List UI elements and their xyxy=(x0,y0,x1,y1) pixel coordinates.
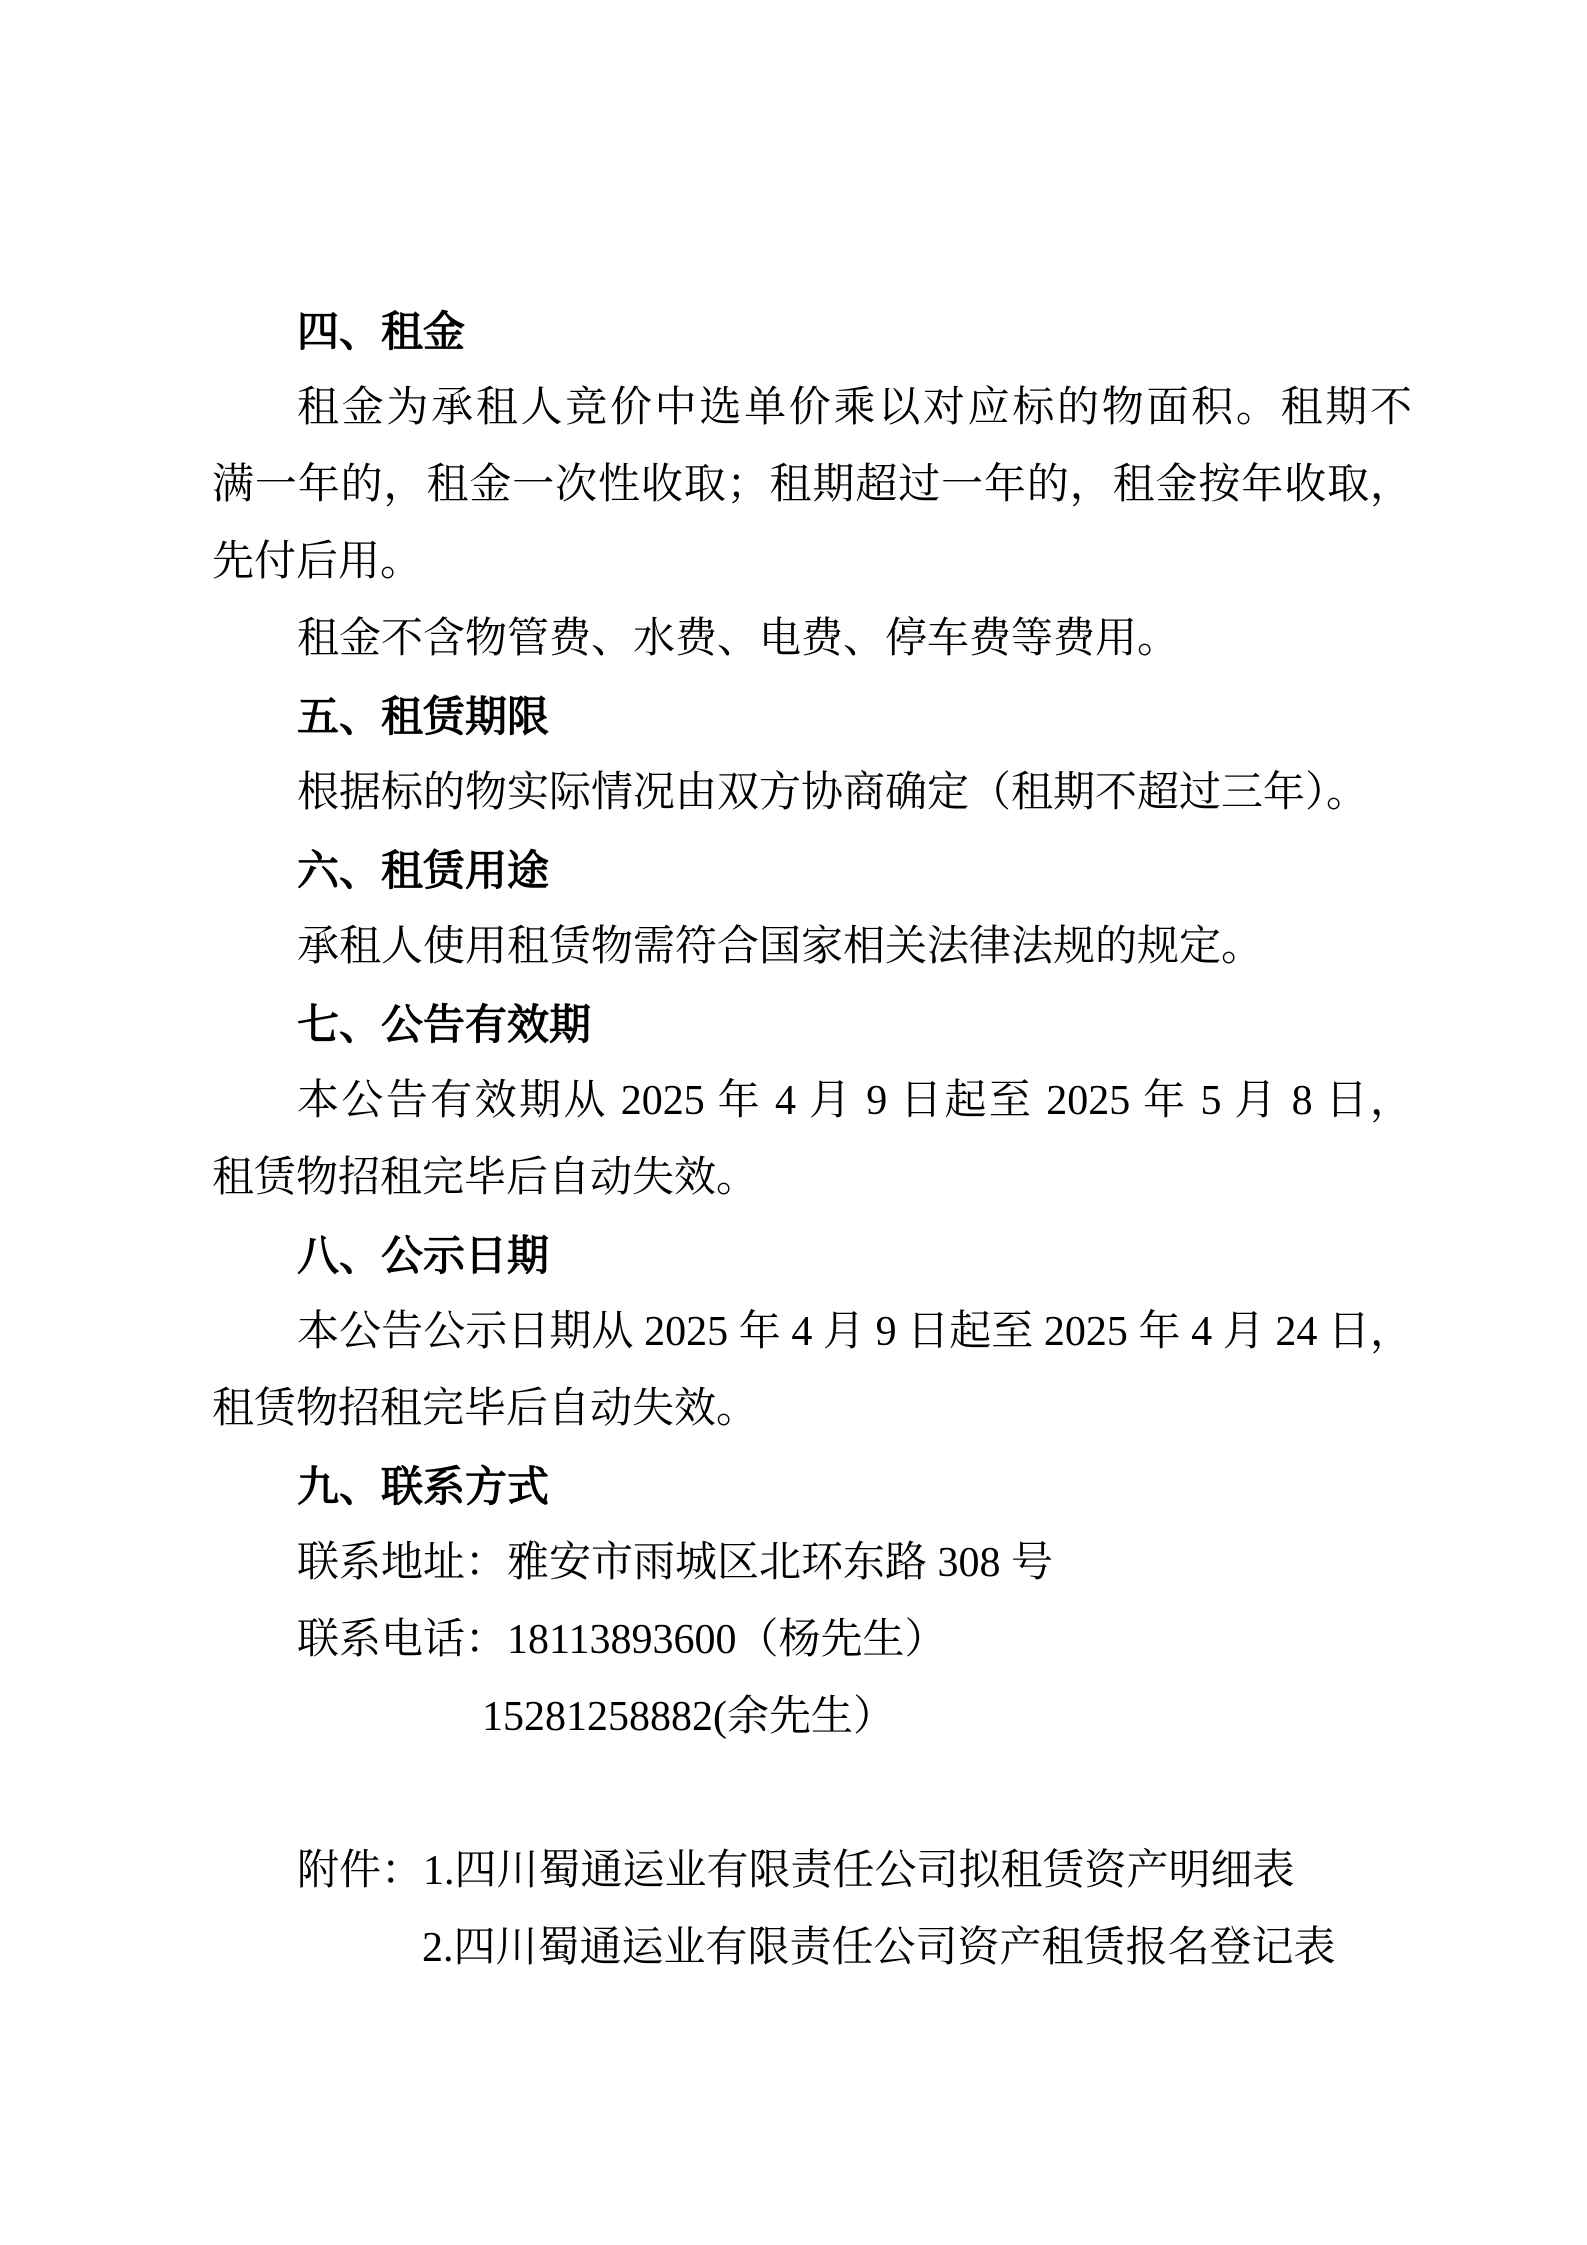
contact-phone-line-2: 15281258882(余先生） xyxy=(482,1694,895,1740)
contact-address-line: 联系地址：雅安市雨城区北环东路 308 号 xyxy=(297,1540,1054,1586)
attachment-line-2: 2.四川蜀通运业有限责任公司资产租赁报名登记表 xyxy=(422,1925,1336,1971)
paragraph-rent-fees: 租金不含物管费、水费、电费、停车费等费用。 xyxy=(297,616,1180,662)
contact-phone-line-1: 联系电话：18113893600（杨先生） xyxy=(297,1617,947,1663)
attachment-line-1: 附件：1.四川蜀通运业有限责任公司拟租赁资产明细表 xyxy=(297,1848,1295,1894)
section-heading-lease-use: 六、租赁用途 xyxy=(297,847,550,894)
paragraph-publicity-line-2: 租赁物招租完毕后自动失效。 xyxy=(212,1386,759,1432)
paragraph-validity-line-1: 本公告有效期从 2025 年 4 月 9 日起至 2025 年 5 月 8 日， xyxy=(297,1078,1412,1124)
paragraph-rent-line-1: 租金为承租人竞价中选单价乘以对应标的物面积。租期不 xyxy=(297,385,1412,431)
document-text-block xyxy=(212,293,1412,1987)
paragraph-lease-use: 承租人使用租赁物需符合国家相关法律法规的规定。 xyxy=(297,924,1264,970)
section-heading-contact: 九、联系方式 xyxy=(297,1463,550,1510)
section-heading-rent: 四、租金 xyxy=(297,308,466,355)
paragraph-publicity-line-1: 本公告公示日期从 2025 年 4 月 9 日起至 2025 年 4 月 24 日， xyxy=(297,1309,1412,1355)
paragraph-lease-term: 根据标的物实际情况由双方协商确定（租期不超过三年）。 xyxy=(297,770,1369,816)
section-heading-lease-term: 五、租赁期限 xyxy=(297,693,550,740)
section-heading-validity-period: 七、公告有效期 xyxy=(297,1001,592,1048)
section-heading-publicity-date: 八、公示日期 xyxy=(297,1232,550,1279)
paragraph-validity-line-2: 租赁物招租完毕后自动失效。 xyxy=(212,1155,759,1201)
paragraph-rent-line-2: 满一年的，租金一次性收取；租期超过一年的，租金按年收取， xyxy=(212,462,1412,508)
paragraph-rent-line-3: 先付后用。 xyxy=(212,539,423,585)
